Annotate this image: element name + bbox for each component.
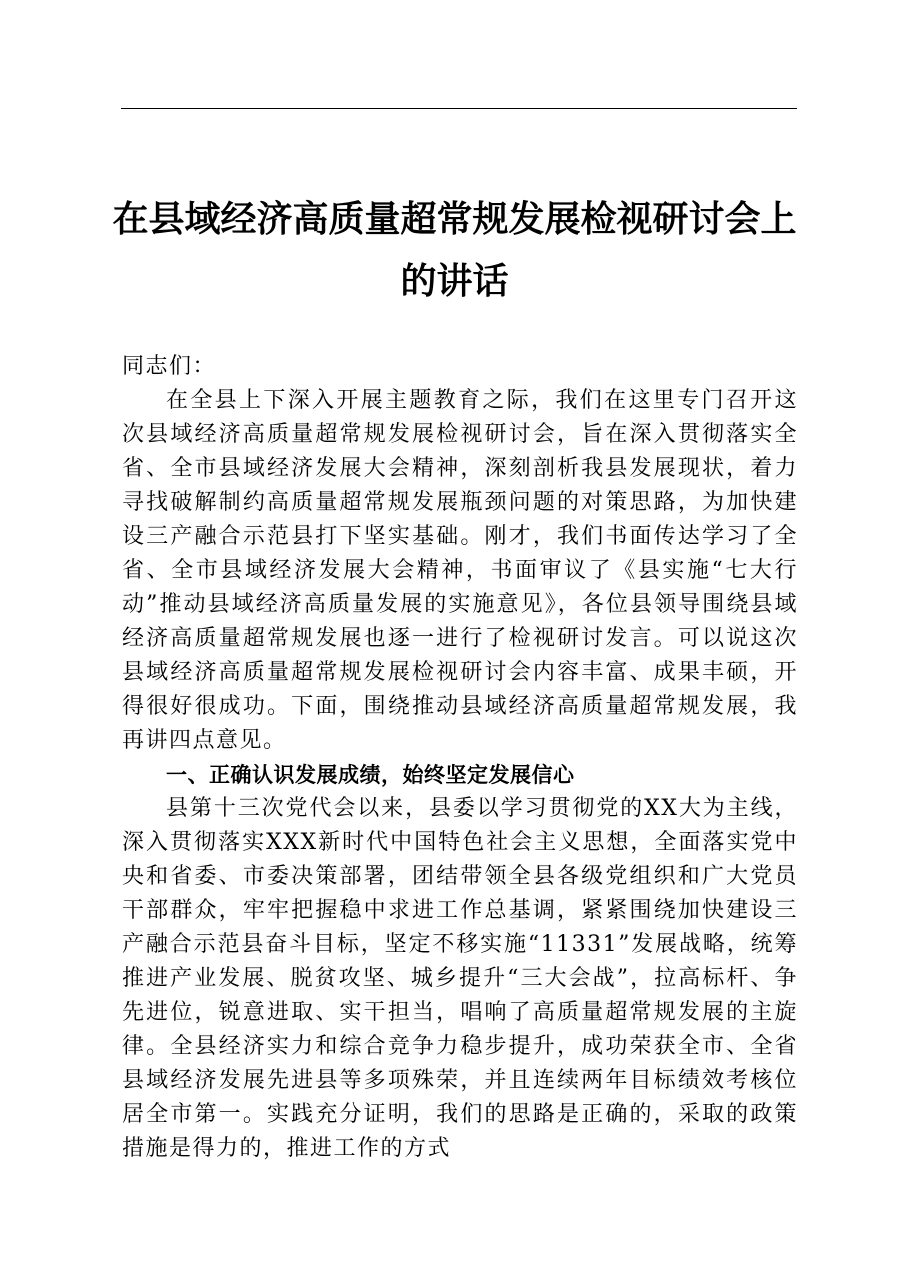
header-rule (121, 108, 797, 109)
greeting: 同志们： (122, 354, 217, 379)
opening-paragraph: 在全县上下深入开展主题教育之际，我们在这里专门召开这次县域经济高质量超常规发展检视研讨会，旨在深入贯彻落实全省、全市县域经济发展大会精神，深刻剖析我县发展现状，着力寻找破解制约高质量超常规发展瓶颈问题的对策思路，为加快建设三产融合示范县打下坚实基础。刚才，我们书面传达学习了全省、全市县域经济发展大会精神，书面审议了《县实施“七大行动”推动县域经济高质量发展的实施意见》，各位县领导围绕县域经济高质量超常规发展也逐一进行了检视研讨发言。可以说这次县域经济高质量超常规发展检视研讨会内容丰富、成果丰硕，开得很好很成功。下面，围绕推动县域经济高质量超常规发展，我再讲四点意见。 (122, 388, 798, 753)
document-body (122, 350, 798, 1166)
section-heading: 一、正确认识发展成绩，始终坚定发展信心 (166, 763, 575, 787)
section-paragraph: 县第十三次党代会以来，县委以学习贯彻党的XX大为主线，深入贯彻落实XXX新时代中国特色社会主义思想，全面落实党中央和省委、市委决策部署，团结带领全县各级党组织和广大党员干部群众，牢牢把握稳中求进工作总基调，紧紧围绕加快建设三产融合示范县奋斗目标，坚定不移实施“11331”发展战略，统筹推进产业发展、脱贫攻坚、城乡提升“三大会战”，拉高标杆、争先进位，锐意进取、实干担当，唱响了高质量超常规发展的主旋律。全县经济实力和综合竞争力稳步提升，成功荣获全市、全省县域经济发展先进县等多项殊荣，并且连续两年目标绩效考核位居全市第一。实践充分证明，我们的思路是正确的，采取的政策措施是得力的，推进工作的方式 (122, 796, 798, 1161)
document-title: 在县域经济高质量超常规发展检视研讨会上的讲话 (112, 198, 797, 302)
